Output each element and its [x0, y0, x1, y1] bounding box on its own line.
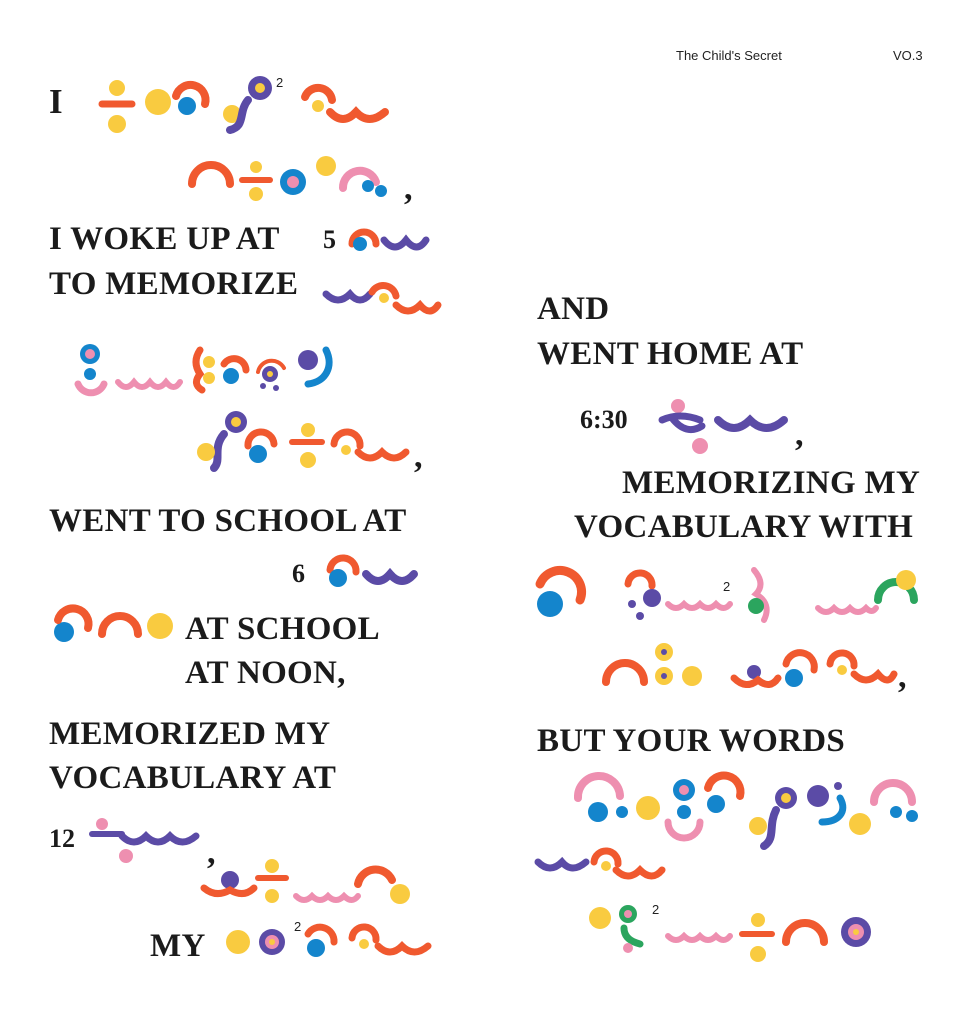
symbol-word-11 [226, 927, 428, 957]
left-number-12: 12 [49, 824, 75, 853]
left-line-at-school: AT SCHOOL [185, 611, 380, 647]
superscript-2: 2 [652, 902, 660, 917]
symbol-word-14 [606, 643, 894, 687]
left-line-went-school: WENT TO SCHOOL AT [49, 503, 407, 539]
symbol-word-15 [578, 776, 918, 846]
comma: , [207, 834, 216, 871]
symbol-word-1 [102, 76, 385, 133]
comma: , [898, 658, 907, 695]
right-line-memorizing-my: MEMORIZING MY [622, 465, 921, 501]
right-line-but-your-words: BUT YOUR WORDS [537, 723, 845, 759]
symbol-word-13 [537, 570, 916, 620]
header-title: The Child's Secret [676, 48, 782, 63]
symbol-word-17 [589, 902, 871, 962]
comma: , [414, 438, 423, 475]
symbol-word-12 [662, 399, 784, 454]
comma: , [795, 416, 804, 453]
right-line-vocab-with: VOCABULARY WITH [574, 509, 914, 545]
left-line-woke-up: I WOKE UP AT [49, 221, 280, 257]
left-line-vocab-at: VOCABULARY AT [49, 760, 337, 796]
left-line-i: I [49, 82, 63, 121]
symbol-word-5 [78, 344, 329, 393]
symbol-word-9 [92, 818, 196, 863]
comma: , [404, 170, 413, 207]
superscript-2: 2 [276, 75, 284, 90]
left-line-my: MY [150, 928, 206, 964]
symbol-word-3 [352, 232, 426, 251]
superscript-2: 2 [723, 579, 731, 594]
symbol-word-8 [54, 608, 173, 642]
symbol-word-16 [538, 851, 662, 876]
symbol-word-2 [192, 156, 387, 201]
symbol-word-4 [326, 286, 438, 311]
right-number-630: 6:30 [580, 405, 628, 434]
header-volume: VO.3 [893, 48, 923, 63]
left-number-6: 6 [292, 559, 305, 588]
symbol-word-10 [204, 859, 410, 904]
right-line-and: AND [537, 291, 610, 327]
left-line-at-noon: AT NOON, [185, 655, 346, 691]
left-number-5: 5 [323, 225, 336, 254]
symbol-word-7 [329, 558, 414, 587]
left-line-memorized-my: MEMORIZED MY [49, 716, 331, 752]
right-line-went-home: WENT HOME AT [537, 336, 804, 372]
superscript-2: 2 [294, 919, 302, 934]
symbol-word-6 [197, 411, 406, 468]
left-line-to-memorize: TO MEMORIZE [49, 266, 299, 302]
